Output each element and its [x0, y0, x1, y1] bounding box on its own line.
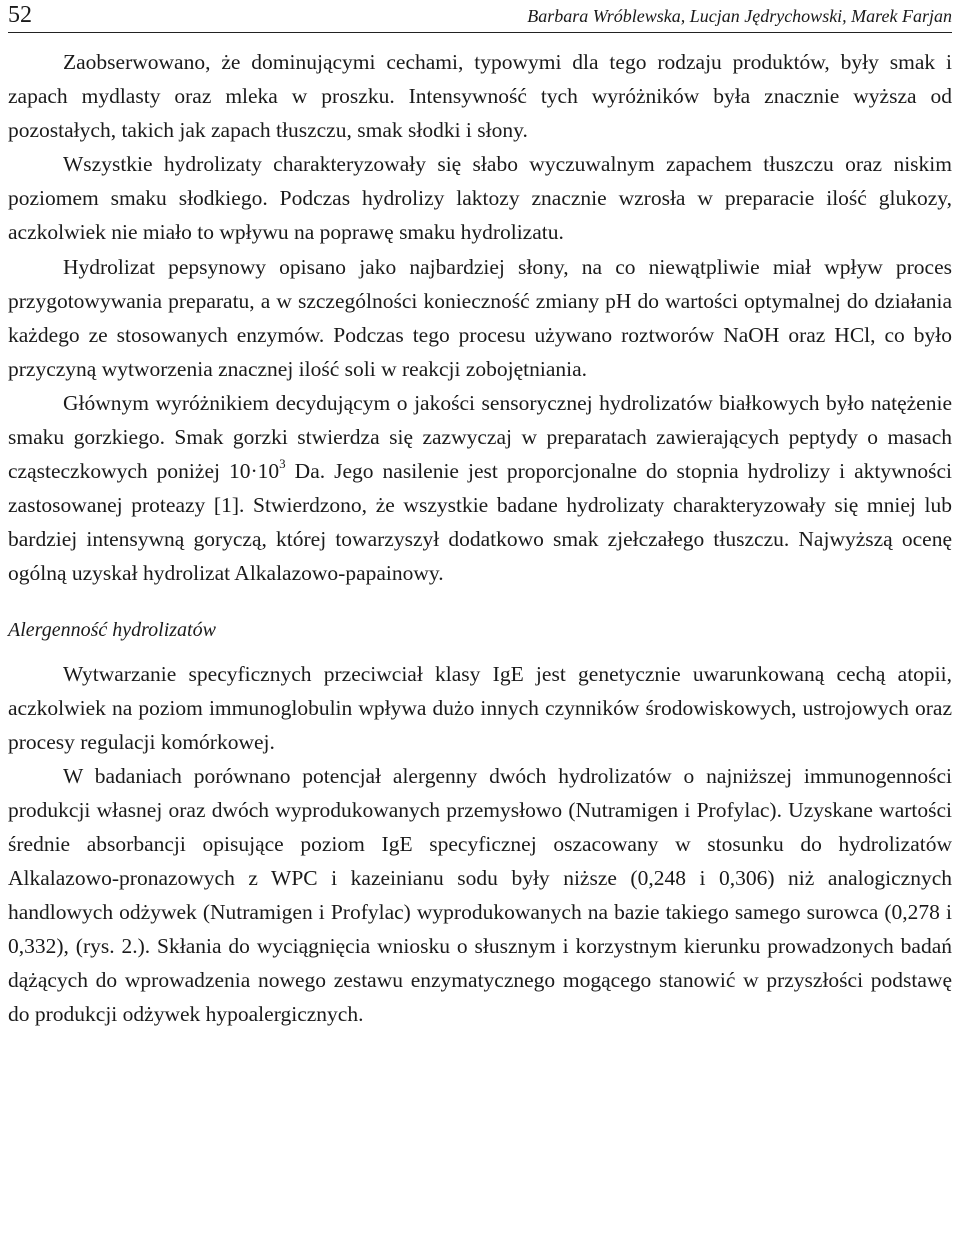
paragraph-bitter-taste — [8, 386, 952, 591]
running-header-authors: Barbara Wróblewska, Lucjan Jędrychowski, Marek Farjan — [527, 6, 952, 26]
bitter-taste-text-end: Da. Jego nasilenie jest proporcjonalne do stopnia hydrolizy i aktywności zastosowanej proteazy [1]. Stwierdzono, że wszystkie badane hydrolizaty charakteryzowały się mniej lub bardziej intensywną goryczą, której towarzyszył dodatkowo smak zjełczałego tłuszczu. Najwyższą ocenę ogólną uzyskał hydrolizat Alkalazowo-papainowy. — [8, 459, 953, 586]
paragraph-hydrolysates-odor: Wszystkie hydrolizaty charakteryzowały się słabo wyczuwalnym zapachem tłuszczu oraz niskim poziomem smaku słodkiego. Podczas hydrolizy laktozy znacznie wzrosła w preparacie ilość glukozy, aczkolwiek nie miało to wpływu na poprawę smaku hydrolizatu. — [8, 152, 952, 245]
paragraph-dominant-features: Zaobserwowano, że dominującymi cechami, typowymi dla tego rodzaju produktów, były smak i zapach mydlasty oraz mleka w proszku. Intensywność tych wyróżników była znacznie wyższa od pozostałych, takich jak zapach tłuszczu, smak słodki i słony. — [8, 50, 952, 143]
paragraph-pepsin-hydrolysate: Hydrolizat pepsynowy opisano jako najbardziej słony, na co niewątpliwie miał wpływ proces przygotowywania preparatu, a w szczególności konieczność zmiany pH do wartości optymalnej do działania każdego ze stosowanych enzymów. Podczas tego procesu używano roztworów NaOH oraz HCl, co było przyczyną wytworzenia znacznej ilość soli w reakcji zobojętniania. — [8, 254, 952, 381]
molecular-mass-exponent: 3 — [279, 455, 286, 471]
body-text — [8, 45, 952, 1032]
paragraph-ige-antibodies: Wytwarzanie specyficznych przeciwciał klasy IgE jest genetycznie uwarunkowaną cechą atopii, aczkolwiek na poziom immunoglobulin wpływa dużo innych czynników środowiskowych, ustrojowych oraz procesy regulacji komórkowej. — [8, 661, 952, 754]
page-number: 52 — [8, 2, 32, 28]
bitter-taste-text-start: Głównym wyróżnikiem decydującym o jakości sensorycznej hydrolizatów białkowych było natężenie smaku gorzkiego. Smak gorzki stwierdza się zazwyczaj w preparatach zawierających peptydy o masach cząsteczkowych poniżej 10·10 — [8, 390, 952, 484]
paragraph-allergenic-potential: W badaniach porównano potencjał alergenny dwóch hydrolizatów o najniższej immunogenności produkcji własnej oraz dwóch wyprodukowanych przemysłowo (Nutramigen i Profylac). Uzyskane wartości średnie absorbancji opisujące poziom IgE specyficznej oszacowany w stosunku do hydrolizatów Alkalazowo-pronazowych z WPC i kazeinianu sodu były niższe (0,248 i 0,306) niż analogicznych handlowych odżywek (Nutramigen i Profylac) wyprodukowanych na bazie takiego samego surowca (0,278 i 0,332), (rys. 2.). Skłania do wyciągnięcia wniosku o słusznym i korzystnym kierunku prowadzonych badań dążących do wprowadzenia nowego zestawu enzymatycznego mogącego stanowić w przyszłości podstawę do produkcji odżywek hypoalergicznych. — [8, 763, 952, 1027]
running-header — [8, 2, 952, 33]
section-heading-allergenicity: Alergenność hydrolizatów — [8, 618, 216, 641]
document-page — [8, 0, 952, 1032]
